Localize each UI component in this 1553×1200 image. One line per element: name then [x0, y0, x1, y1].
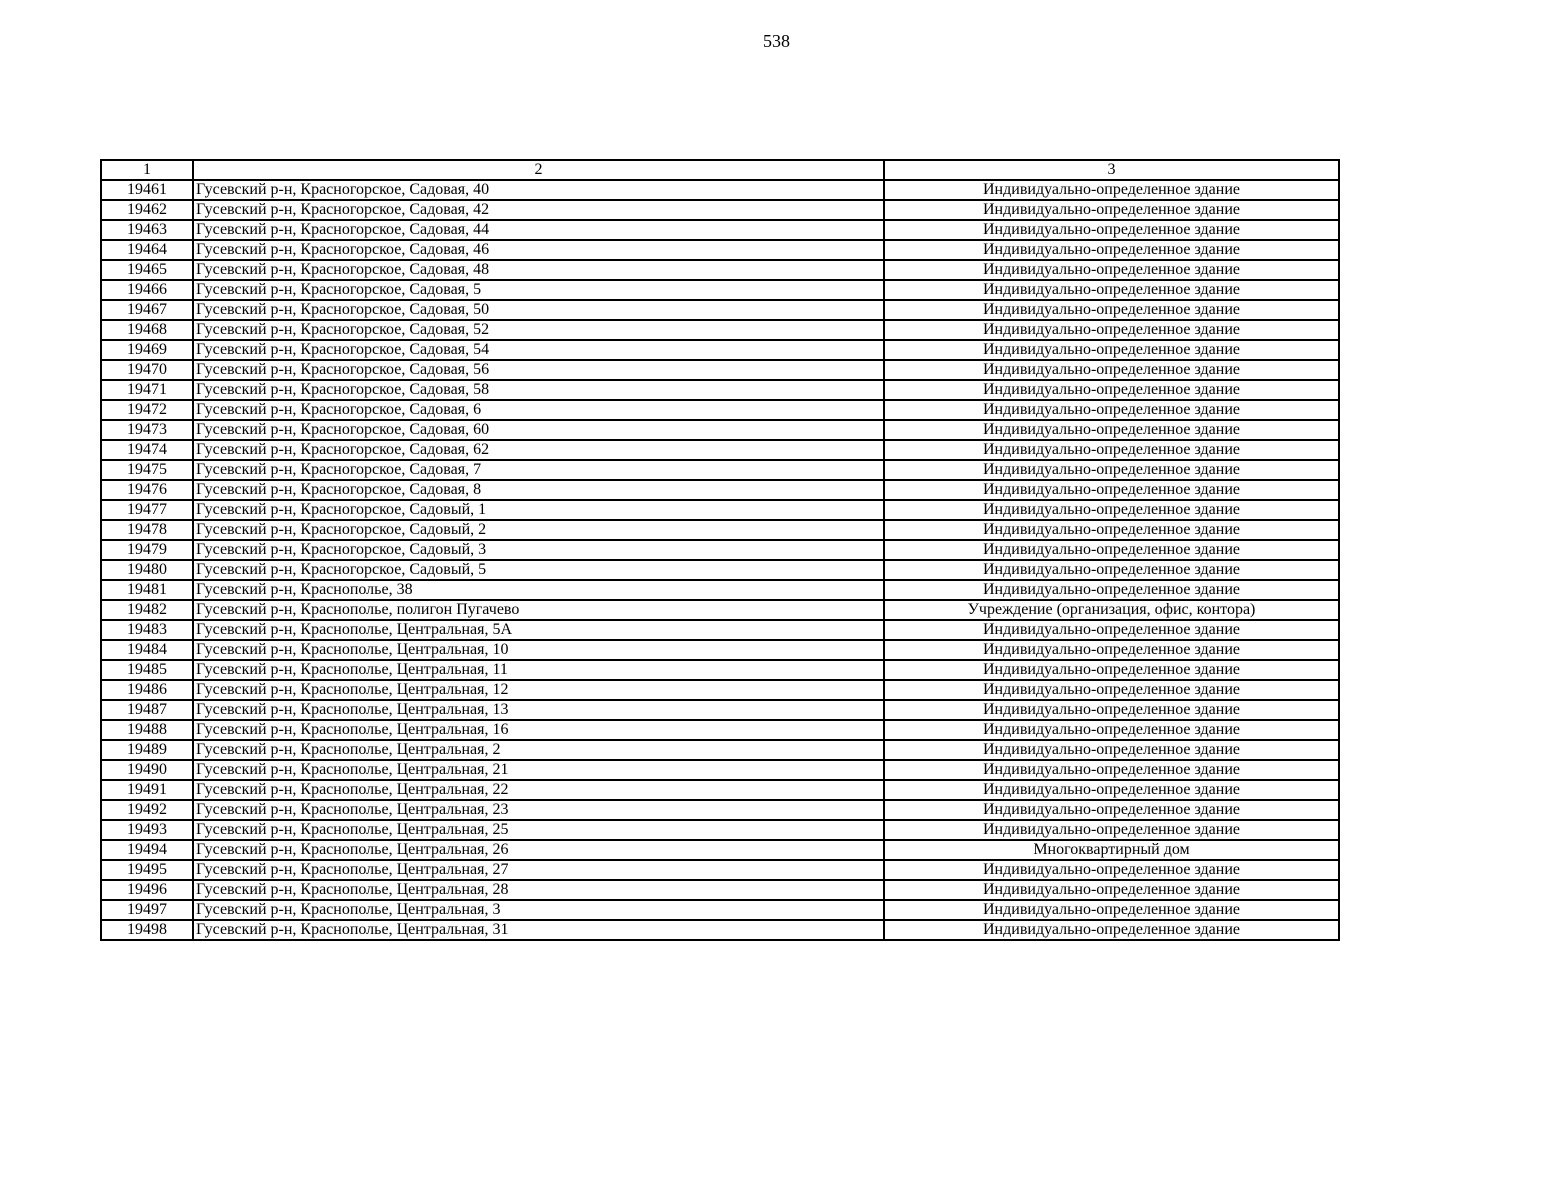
object-type-cell: Индивидуально-определенное здание [884, 380, 1339, 400]
row-number-cell: 19477 [101, 500, 193, 520]
object-type-cell: Индивидуально-определенное здание [884, 420, 1339, 440]
row-number-cell: 19472 [101, 400, 193, 420]
table-row [101, 560, 1339, 580]
table-row [101, 400, 1339, 420]
address-cell: Гусевский р-н, Красногорское, Садовый, 1 [193, 500, 884, 520]
row-number-cell: 19482 [101, 600, 193, 620]
row-number-cell: 19483 [101, 620, 193, 640]
table-row [101, 680, 1339, 700]
object-type-cell: Индивидуально-определенное здание [884, 220, 1339, 240]
address-cell: Гусевский р-н, Красногорское, Садовая, 56 [193, 360, 884, 380]
object-type-cell: Индивидуально-определенное здание [884, 700, 1339, 720]
object-type-cell: Индивидуально-определенное здание [884, 180, 1339, 200]
object-type-cell: Индивидуально-определенное здание [884, 820, 1339, 840]
object-type-cell: Индивидуально-определенное здание [884, 520, 1339, 540]
address-cell: Гусевский р-н, Красногорское, Садовый, 3 [193, 540, 884, 560]
address-cell: Гусевский р-н, Красногорское, Садовая, 42 [193, 200, 884, 220]
address-cell: Гусевский р-н, Краснополье, Центральная, 10 [193, 640, 884, 660]
object-type-cell: Индивидуально-определенное здание [884, 640, 1339, 660]
row-number-cell: 19468 [101, 320, 193, 340]
row-number-cell: 19467 [101, 300, 193, 320]
address-cell: Гусевский р-н, Краснополье, Центральная, 16 [193, 720, 884, 740]
address-cell: Гусевский р-н, Красногорское, Садовая, 5 [193, 280, 884, 300]
row-number-cell: 19491 [101, 780, 193, 800]
table-row [101, 900, 1339, 920]
object-type-cell: Индивидуально-определенное здание [884, 880, 1339, 900]
table-row [101, 200, 1339, 220]
address-cell: Гусевский р-н, Красногорское, Садовая, 7 [193, 460, 884, 480]
address-cell: Гусевский р-н, Красногорское, Садовая, 8 [193, 480, 884, 500]
row-number-cell: 19487 [101, 700, 193, 720]
table-row [101, 640, 1339, 660]
row-number-cell: 19473 [101, 420, 193, 440]
column-header-2: 2 [193, 160, 884, 180]
object-type-cell: Индивидуально-определенное здание [884, 340, 1339, 360]
address-cell: Гусевский р-н, Краснополье, Центральная, 5А [193, 620, 884, 640]
object-type-cell: Индивидуально-определенное здание [884, 920, 1339, 940]
table-row [101, 740, 1339, 760]
table-row [101, 800, 1339, 820]
table-row [101, 820, 1339, 840]
object-type-cell: Индивидуально-определенное здание [884, 800, 1339, 820]
table-body [101, 160, 1339, 940]
address-cell: Гусевский р-н, Краснополье, Центральная, 3 [193, 900, 884, 920]
address-cell: Гусевский р-н, Красногорское, Садовая, 62 [193, 440, 884, 460]
table-row [101, 580, 1339, 600]
table-row [101, 280, 1339, 300]
row-number-cell: 19465 [101, 260, 193, 280]
object-type-cell: Индивидуально-определенное здание [884, 500, 1339, 520]
object-type-cell: Индивидуально-определенное здание [884, 260, 1339, 280]
object-type-cell: Индивидуально-определенное здание [884, 480, 1339, 500]
address-cell: Гусевский р-н, Краснополье, Центральная, 23 [193, 800, 884, 820]
object-type-cell: Индивидуально-определенное здание [884, 360, 1339, 380]
row-number-cell: 19481 [101, 580, 193, 600]
object-type-cell: Индивидуально-определенное здание [884, 440, 1339, 460]
address-cell: Гусевский р-н, Краснополье, Центральная, 21 [193, 760, 884, 780]
address-cell: Гусевский р-н, Краснополье, Центральная, 11 [193, 660, 884, 680]
row-number-cell: 19479 [101, 540, 193, 560]
table-row [101, 440, 1339, 460]
object-type-cell: Многоквартирный дом [884, 840, 1339, 860]
address-cell: Гусевский р-н, Краснополье, 38 [193, 580, 884, 600]
row-number-cell: 19466 [101, 280, 193, 300]
table-row [101, 700, 1339, 720]
table-row [101, 920, 1339, 940]
row-number-cell: 19495 [101, 860, 193, 880]
address-cell: Гусевский р-н, Красногорское, Садовая, 44 [193, 220, 884, 240]
table-row [101, 660, 1339, 680]
table-row [101, 480, 1339, 500]
object-type-cell: Индивидуально-определенное здание [884, 900, 1339, 920]
row-number-cell: 19469 [101, 340, 193, 360]
address-cell: Гусевский р-н, Краснополье, Центральная, 27 [193, 860, 884, 880]
address-cell: Гусевский р-н, Краснополье, Центральная, 28 [193, 880, 884, 900]
row-number-cell: 19496 [101, 880, 193, 900]
row-number-cell: 19462 [101, 200, 193, 220]
object-type-cell: Индивидуально-определенное здание [884, 740, 1339, 760]
table-row [101, 600, 1339, 620]
table-row [101, 340, 1339, 360]
table-row [101, 880, 1339, 900]
address-cell: Гусевский р-н, Краснополье, Центральная, 12 [193, 680, 884, 700]
registry-table [100, 159, 1340, 941]
row-number-cell: 19474 [101, 440, 193, 460]
object-type-cell: Индивидуально-определенное здание [884, 460, 1339, 480]
address-cell: Гусевский р-н, Краснополье, полигон Пугачево [193, 600, 884, 620]
address-cell: Гусевский р-н, Красногорское, Садовая, 50 [193, 300, 884, 320]
table-row [101, 260, 1339, 280]
object-type-cell: Индивидуально-определенное здание [884, 400, 1339, 420]
address-cell: Гусевский р-н, Краснополье, Центральная, 25 [193, 820, 884, 840]
table-row [101, 500, 1339, 520]
row-number-cell: 19470 [101, 360, 193, 380]
table-row [101, 720, 1339, 740]
object-type-cell: Индивидуально-определенное здание [884, 200, 1339, 220]
address-cell: Гусевский р-н, Красногорское, Садовая, 46 [193, 240, 884, 260]
object-type-cell: Индивидуально-определенное здание [884, 760, 1339, 780]
row-number-cell: 19490 [101, 760, 193, 780]
table-row [101, 420, 1339, 440]
table-row [101, 240, 1339, 260]
object-type-cell: Индивидуально-определенное здание [884, 780, 1339, 800]
row-number-cell: 19476 [101, 480, 193, 500]
object-type-cell: Индивидуально-определенное здание [884, 560, 1339, 580]
row-number-cell: 19493 [101, 820, 193, 840]
table-row [101, 180, 1339, 200]
object-type-cell: Индивидуально-определенное здание [884, 240, 1339, 260]
object-type-cell: Учреждение (организация, офис, контора) [884, 600, 1339, 620]
address-cell: Гусевский р-н, Красногорское, Садовый, 2 [193, 520, 884, 540]
table-row [101, 860, 1339, 880]
row-number-cell: 19484 [101, 640, 193, 660]
table-row [101, 840, 1339, 860]
table-row [101, 220, 1339, 240]
row-number-cell: 19486 [101, 680, 193, 700]
table-row [101, 520, 1339, 540]
row-number-cell: 19480 [101, 560, 193, 580]
address-cell: Гусевский р-н, Краснополье, Центральная, 13 [193, 700, 884, 720]
object-type-cell: Индивидуально-определенное здание [884, 540, 1339, 560]
table-row [101, 540, 1339, 560]
address-cell: Гусевский р-н, Краснополье, Центральная, 2 [193, 740, 884, 760]
row-number-cell: 19489 [101, 740, 193, 760]
row-number-cell: 19464 [101, 240, 193, 260]
table-row [101, 360, 1339, 380]
row-number-cell: 19461 [101, 180, 193, 200]
address-cell: Гусевский р-н, Красногорское, Садовая, 48 [193, 260, 884, 280]
row-number-cell: 19475 [101, 460, 193, 480]
table-row [101, 320, 1339, 340]
table-row [101, 760, 1339, 780]
page-number: 538 [763, 31, 790, 51]
object-type-cell: Индивидуально-определенное здание [884, 620, 1339, 640]
address-cell: Гусевский р-н, Красногорское, Садовая, 54 [193, 340, 884, 360]
address-cell: Гусевский р-н, Красногорское, Садовая, 40 [193, 180, 884, 200]
address-cell: Гусевский р-н, Красногорское, Садовая, 58 [193, 380, 884, 400]
object-type-cell: Индивидуально-определенное здание [884, 580, 1339, 600]
address-cell: Гусевский р-н, Красногорское, Садовая, 6 [193, 400, 884, 420]
column-header-3: 3 [884, 160, 1339, 180]
object-type-cell: Индивидуально-определенное здание [884, 320, 1339, 340]
object-type-cell: Индивидуально-определенное здание [884, 300, 1339, 320]
address-cell: Гусевский р-н, Красногорское, Садовая, 52 [193, 320, 884, 340]
table-header-row [101, 160, 1339, 180]
object-type-cell: Индивидуально-определенное здание [884, 680, 1339, 700]
row-number-cell: 19478 [101, 520, 193, 540]
address-cell: Гусевский р-н, Красногорское, Садовая, 60 [193, 420, 884, 440]
table-row [101, 300, 1339, 320]
row-number-cell: 19488 [101, 720, 193, 740]
object-type-cell: Индивидуально-определенное здание [884, 660, 1339, 680]
object-type-cell: Индивидуально-определенное здание [884, 720, 1339, 740]
row-number-cell: 19498 [101, 920, 193, 940]
row-number-cell: 19471 [101, 380, 193, 400]
address-cell: Гусевский р-н, Красногорское, Садовый, 5 [193, 560, 884, 580]
table-row [101, 380, 1339, 400]
table-row [101, 460, 1339, 480]
table-row [101, 620, 1339, 640]
address-cell: Гусевский р-н, Краснополье, Центральная, 26 [193, 840, 884, 860]
table-row [101, 780, 1339, 800]
column-header-1: 1 [101, 160, 193, 180]
row-number-cell: 19494 [101, 840, 193, 860]
row-number-cell: 19497 [101, 900, 193, 920]
address-cell: Гусевский р-н, Краснополье, Центральная, 22 [193, 780, 884, 800]
object-type-cell: Индивидуально-определенное здание [884, 860, 1339, 880]
address-cell: Гусевский р-н, Краснополье, Центральная, 31 [193, 920, 884, 940]
row-number-cell: 19485 [101, 660, 193, 680]
row-number-cell: 19492 [101, 800, 193, 820]
row-number-cell: 19463 [101, 220, 193, 240]
object-type-cell: Индивидуально-определенное здание [884, 280, 1339, 300]
